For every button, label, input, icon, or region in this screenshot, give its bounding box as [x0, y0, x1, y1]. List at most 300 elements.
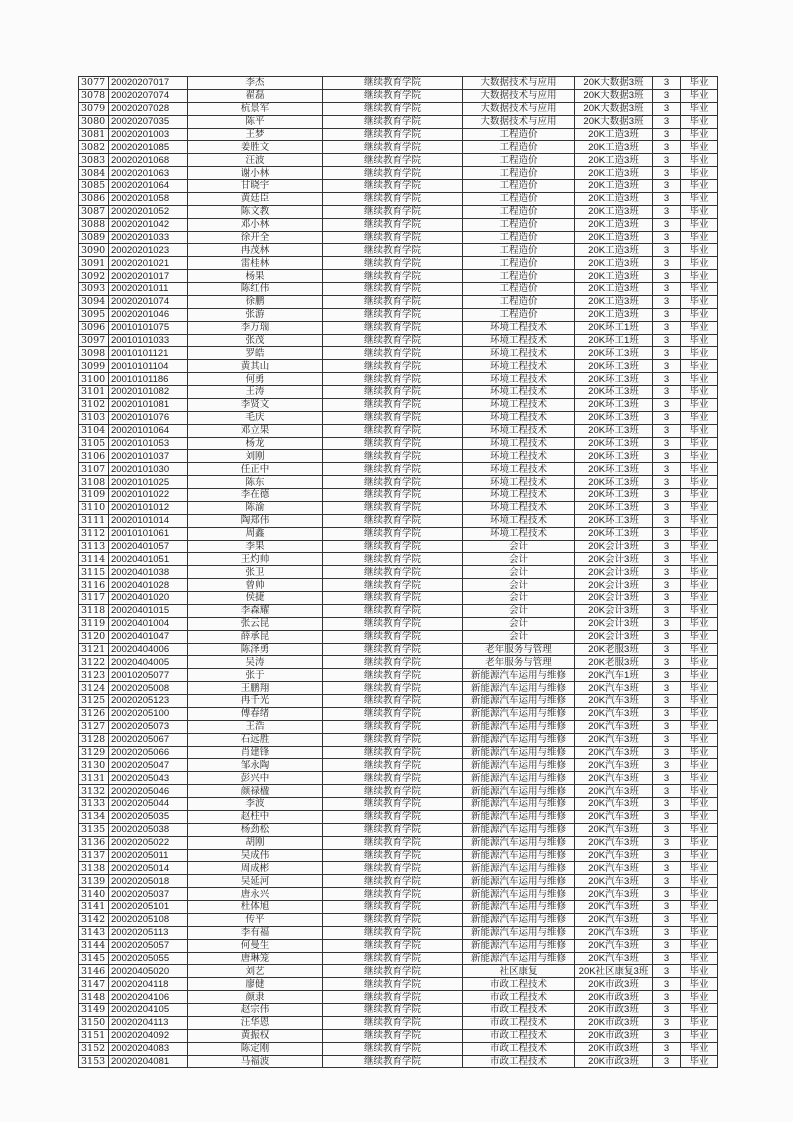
student-id-cell: 20020101012: [109, 501, 188, 514]
study-years-cell: 3: [653, 592, 681, 605]
student-id-cell: 20020401047: [109, 630, 188, 643]
graduation-status-cell: 毕业: [681, 888, 718, 901]
student-id-cell: 20020204105: [109, 1004, 188, 1017]
table-row: [79, 682, 718, 695]
graduation-status-cell: 毕业: [681, 180, 718, 193]
student-name-cell: 谢小林: [188, 167, 323, 180]
college-cell: 继续教育学院: [323, 347, 463, 360]
row-number-cell: 3138: [79, 862, 109, 875]
major-cell: 环境工程技术: [463, 501, 575, 514]
class-name-cell: 20K会计3班: [575, 630, 653, 643]
row-number-cell: 3149: [79, 1004, 109, 1017]
major-cell: 会计: [463, 617, 575, 630]
row-number-cell: 3102: [79, 398, 109, 411]
graduation-status-cell: 毕业: [681, 489, 718, 502]
row-number-cell: 3123: [79, 669, 109, 682]
major-cell: 会计: [463, 630, 575, 643]
row-number-cell: 3128: [79, 733, 109, 746]
college-cell: 继续教育学院: [323, 334, 463, 347]
class-name-cell: 20K汽车3班: [575, 862, 653, 875]
student-id-cell: 20020201011: [109, 283, 188, 296]
college-cell: 继续教育学院: [323, 939, 463, 952]
student-id-cell: 20020404005: [109, 656, 188, 669]
row-number-cell: 3136: [79, 836, 109, 849]
student-name-cell: 徐鹏: [188, 295, 323, 308]
college-cell: 继续教育学院: [323, 913, 463, 926]
class-name-cell: 20K环工3班: [575, 450, 653, 463]
study-years-cell: 3: [653, 167, 681, 180]
college-cell: 继续教育学院: [323, 527, 463, 540]
table-row: [79, 939, 718, 952]
table-row: [79, 836, 718, 849]
row-number-cell: 3108: [79, 476, 109, 489]
class-name-cell: 20K汽车3班: [575, 901, 653, 914]
major-cell: 新能源汽车运用与维修: [463, 810, 575, 823]
study-years-cell: 3: [653, 759, 681, 772]
college-cell: 继续教育学院: [323, 1029, 463, 1042]
college-cell: 继续教育学院: [323, 888, 463, 901]
study-years-cell: 3: [653, 192, 681, 205]
table-row: [79, 1055, 718, 1068]
study-years-cell: 3: [653, 798, 681, 811]
table-row: [79, 952, 718, 965]
row-number-cell: 3133: [79, 798, 109, 811]
table-row: [79, 102, 718, 115]
student-id-cell: 20020204118: [109, 978, 188, 991]
student-name-cell: 李波: [188, 798, 323, 811]
study-years-cell: 3: [653, 411, 681, 424]
row-number-cell: 3101: [79, 386, 109, 399]
student-name-cell: 陈东: [188, 476, 323, 489]
class-name-cell: 20K市政3班: [575, 991, 653, 1004]
study-years-cell: 3: [653, 1029, 681, 1042]
graduation-status-cell: 毕业: [681, 592, 718, 605]
class-name-cell: 20K环工3班: [575, 501, 653, 514]
graduation-status-cell: 毕业: [681, 746, 718, 759]
college-cell: 继续教育学院: [323, 424, 463, 437]
table-row: [79, 720, 718, 733]
student-name-cell: 冉茂林: [188, 244, 323, 257]
graduation-status-cell: 毕业: [681, 656, 718, 669]
study-years-cell: 3: [653, 952, 681, 965]
student-id-cell: 20020401028: [109, 579, 188, 592]
row-number-cell: 3137: [79, 849, 109, 862]
graduation-status-cell: 毕业: [681, 527, 718, 540]
major-cell: 环境工程技术: [463, 476, 575, 489]
table-row: [79, 154, 718, 167]
graduation-status-cell: 毕业: [681, 102, 718, 115]
table-row: [79, 978, 718, 991]
major-cell: 新能源汽车运用与维修: [463, 746, 575, 759]
graduation-status-cell: 毕业: [681, 167, 718, 180]
table-row: [79, 823, 718, 836]
graduation-status-cell: 毕业: [681, 192, 718, 205]
study-years-cell: 3: [653, 77, 681, 90]
row-number-cell: 3115: [79, 566, 109, 579]
major-cell: 新能源汽车运用与维修: [463, 901, 575, 914]
college-cell: 继续教育学院: [323, 115, 463, 128]
major-cell: 社区康复: [463, 965, 575, 978]
major-cell: 工程造价: [463, 167, 575, 180]
study-years-cell: 3: [653, 514, 681, 527]
table-row: [79, 759, 718, 772]
student-id-cell: 20020201021: [109, 257, 188, 270]
student-id-cell: 20020205073: [109, 720, 188, 733]
study-years-cell: 3: [653, 450, 681, 463]
college-cell: 继续教育学院: [323, 154, 463, 167]
table-row: [79, 244, 718, 257]
graduation-status-cell: 毕业: [681, 270, 718, 283]
student-name-cell: 姜胜文: [188, 141, 323, 154]
student-id-cell: 20020204083: [109, 1042, 188, 1055]
row-number-cell: 3081: [79, 128, 109, 141]
major-cell: 新能源汽车运用与维修: [463, 798, 575, 811]
major-cell: 新能源汽车运用与维修: [463, 823, 575, 836]
student-id-cell: 20020204113: [109, 1016, 188, 1029]
row-number-cell: 3132: [79, 785, 109, 798]
study-years-cell: 3: [653, 913, 681, 926]
major-cell: 环境工程技术: [463, 437, 575, 450]
row-number-cell: 3109: [79, 489, 109, 502]
student-id-cell: 20020204081: [109, 1055, 188, 1068]
study-years-cell: 3: [653, 347, 681, 360]
major-cell: 环境工程技术: [463, 334, 575, 347]
student-id-cell: 20020405020: [109, 965, 188, 978]
student-id-cell: 20020205044: [109, 798, 188, 811]
student-id-cell: 20020207017: [109, 77, 188, 90]
student-id-cell: 20020401020: [109, 592, 188, 605]
graduation-status-cell: 毕业: [681, 411, 718, 424]
table-row: [79, 617, 718, 630]
major-cell: 工程造价: [463, 295, 575, 308]
table-row: [79, 373, 718, 386]
major-cell: 新能源汽车运用与维修: [463, 913, 575, 926]
study-years-cell: 3: [653, 218, 681, 231]
major-cell: 工程造价: [463, 308, 575, 321]
college-cell: 继续教育学院: [323, 231, 463, 244]
study-years-cell: 3: [653, 746, 681, 759]
study-years-cell: 3: [653, 115, 681, 128]
graduation-status-cell: 毕业: [681, 77, 718, 90]
class-name-cell: 20K会计3班: [575, 540, 653, 553]
row-number-cell: 3082: [79, 141, 109, 154]
student-name-cell: 陶郑伟: [188, 514, 323, 527]
class-name-cell: 20K环工3班: [575, 437, 653, 450]
row-number-cell: 3096: [79, 321, 109, 334]
table-row: [79, 785, 718, 798]
graduation-status-cell: 毕业: [681, 643, 718, 656]
college-cell: 继续教育学院: [323, 192, 463, 205]
college-cell: 继续教育学院: [323, 656, 463, 669]
graduate-roster-table: [78, 76, 718, 1068]
student-id-cell: 20010101033: [109, 334, 188, 347]
table-row: [79, 926, 718, 939]
row-number-cell: 3111: [79, 514, 109, 527]
college-cell: 继续教育学院: [323, 257, 463, 270]
class-name-cell: 20K汽车3班: [575, 888, 653, 901]
row-number-cell: 3140: [79, 888, 109, 901]
college-cell: 继续教育学院: [323, 695, 463, 708]
class-name-cell: 20K会计3班: [575, 579, 653, 592]
graduation-status-cell: 毕业: [681, 347, 718, 360]
table-row: [79, 398, 718, 411]
student-id-cell: 20020401038: [109, 566, 188, 579]
student-name-cell: 黄振权: [188, 1029, 323, 1042]
student-id-cell: 20020205057: [109, 939, 188, 952]
study-years-cell: 3: [653, 579, 681, 592]
table-row: [79, 295, 718, 308]
major-cell: 会计: [463, 604, 575, 617]
study-years-cell: 3: [653, 231, 681, 244]
row-number-cell: 3126: [79, 707, 109, 720]
study-years-cell: 3: [653, 334, 681, 347]
table-row: [79, 347, 718, 360]
major-cell: 新能源汽车运用与维修: [463, 707, 575, 720]
table-row: [79, 476, 718, 489]
student-id-cell: 20020204106: [109, 991, 188, 1004]
table-row: [79, 334, 718, 347]
class-name-cell: 20K工造3班: [575, 192, 653, 205]
student-id-cell: 20020101030: [109, 463, 188, 476]
student-id-cell: 20010101104: [109, 360, 188, 373]
row-number-cell: 3141: [79, 901, 109, 914]
student-name-cell: 王灼帅: [188, 553, 323, 566]
table-row: [79, 810, 718, 823]
college-cell: 继续教育学院: [323, 321, 463, 334]
study-years-cell: 3: [653, 978, 681, 991]
study-years-cell: 3: [653, 643, 681, 656]
table-row: [79, 386, 718, 399]
class-name-cell: 20K环工1班: [575, 334, 653, 347]
row-number-cell: 3110: [79, 501, 109, 514]
row-number-cell: 3107: [79, 463, 109, 476]
student-name-cell: 陈红伟: [188, 283, 323, 296]
study-years-cell: 3: [653, 566, 681, 579]
class-name-cell: 20K社区康复3班: [575, 965, 653, 978]
college-cell: 继续教育学院: [323, 643, 463, 656]
student-name-cell: 吴成伟: [188, 849, 323, 862]
graduation-status-cell: 毕业: [681, 707, 718, 720]
student-id-cell: 20020205123: [109, 695, 188, 708]
class-name-cell: 20K汽车3班: [575, 759, 653, 772]
class-name-cell: 20K大数据3班: [575, 77, 653, 90]
study-years-cell: 3: [653, 398, 681, 411]
major-cell: 工程造价: [463, 128, 575, 141]
row-number-cell: 3145: [79, 952, 109, 965]
graduation-status-cell: 毕业: [681, 450, 718, 463]
table-row: [79, 205, 718, 218]
graduation-status-cell: 毕业: [681, 373, 718, 386]
college-cell: 继续教育学院: [323, 798, 463, 811]
major-cell: 工程造价: [463, 257, 575, 270]
student-name-cell: 陈文教: [188, 205, 323, 218]
student-id-cell: 20020101025: [109, 476, 188, 489]
study-years-cell: 3: [653, 154, 681, 167]
student-name-cell: 吴涛: [188, 656, 323, 669]
graduation-status-cell: 毕业: [681, 501, 718, 514]
college-cell: 继续教育学院: [323, 566, 463, 579]
class-name-cell: 20K会计3班: [575, 617, 653, 630]
student-id-cell: 20020101081: [109, 398, 188, 411]
study-years-cell: 3: [653, 669, 681, 682]
student-name-cell: 汪华恩: [188, 1016, 323, 1029]
student-name-cell: 周鑫: [188, 527, 323, 540]
study-years-cell: 3: [653, 463, 681, 476]
row-number-cell: 3152: [79, 1042, 109, 1055]
major-cell: 新能源汽车运用与维修: [463, 682, 575, 695]
student-name-cell: 石远胜: [188, 733, 323, 746]
study-years-cell: 3: [653, 553, 681, 566]
student-id-cell: 20010101075: [109, 321, 188, 334]
table-row: [79, 192, 718, 205]
college-cell: 继续教育学院: [323, 759, 463, 772]
study-years-cell: 3: [653, 926, 681, 939]
class-name-cell: 20K环工3班: [575, 489, 653, 502]
row-number-cell: 3147: [79, 978, 109, 991]
major-cell: 会计: [463, 553, 575, 566]
row-number-cell: 3135: [79, 823, 109, 836]
study-years-cell: 3: [653, 244, 681, 257]
graduation-status-cell: 毕业: [681, 1042, 718, 1055]
graduation-status-cell: 毕业: [681, 231, 718, 244]
graduation-status-cell: 毕业: [681, 283, 718, 296]
study-years-cell: 3: [653, 437, 681, 450]
row-number-cell: 3103: [79, 411, 109, 424]
major-cell: 老年服务与管理: [463, 656, 575, 669]
college-cell: 继续教育学院: [323, 437, 463, 450]
graduation-status-cell: 毕业: [681, 630, 718, 643]
study-years-cell: 3: [653, 540, 681, 553]
table-row: [79, 733, 718, 746]
graduation-status-cell: 毕业: [681, 939, 718, 952]
graduation-status-cell: 毕业: [681, 360, 718, 373]
major-cell: 环境工程技术: [463, 347, 575, 360]
student-name-cell: 王鹏翔: [188, 682, 323, 695]
table-row: [79, 965, 718, 978]
table-row: [79, 862, 718, 875]
class-name-cell: 20K汽车3班: [575, 926, 653, 939]
major-cell: 新能源汽车运用与维修: [463, 939, 575, 952]
row-number-cell: 3086: [79, 192, 109, 205]
class-name-cell: 20K环工3班: [575, 424, 653, 437]
college-cell: 继续教育学院: [323, 489, 463, 502]
student-name-cell: 邓立果: [188, 424, 323, 437]
graduation-status-cell: 毕业: [681, 437, 718, 450]
study-years-cell: 3: [653, 888, 681, 901]
class-name-cell: 20K汽车3班: [575, 913, 653, 926]
college-cell: 继续教育学院: [323, 283, 463, 296]
row-number-cell: 3121: [79, 643, 109, 656]
student-name-cell: 薛承昆: [188, 630, 323, 643]
college-cell: 继续教育学院: [323, 373, 463, 386]
graduation-status-cell: 毕业: [681, 154, 718, 167]
student-name-cell: 陈泽勇: [188, 643, 323, 656]
graduation-status-cell: 毕业: [681, 398, 718, 411]
graduation-status-cell: 毕业: [681, 836, 718, 849]
table-row: [79, 540, 718, 553]
row-number-cell: 3078: [79, 89, 109, 102]
class-name-cell: 20K汽车3班: [575, 952, 653, 965]
class-name-cell: 20K汽车3班: [575, 823, 653, 836]
row-number-cell: 3150: [79, 1016, 109, 1029]
study-years-cell: 3: [653, 991, 681, 1004]
class-name-cell: 20K汽车3班: [575, 772, 653, 785]
student-name-cell: 杨劲松: [188, 823, 323, 836]
table-row: [79, 630, 718, 643]
major-cell: 工程造价: [463, 180, 575, 193]
major-cell: 会计: [463, 592, 575, 605]
student-id-cell: 20010101121: [109, 347, 188, 360]
class-name-cell: 20K工造3班: [575, 167, 653, 180]
student-name-cell: 汪波: [188, 154, 323, 167]
college-cell: 继续教育学院: [323, 669, 463, 682]
college-cell: 继续教育学院: [323, 102, 463, 115]
student-id-cell: 20020205008: [109, 682, 188, 695]
student-id-cell: 20020205101: [109, 901, 188, 914]
major-cell: 新能源汽车运用与维修: [463, 875, 575, 888]
college-cell: 继续教育学院: [323, 952, 463, 965]
class-name-cell: 20K汽车3班: [575, 849, 653, 862]
class-name-cell: 20K会计3班: [575, 566, 653, 579]
student-id-cell: 20020205066: [109, 746, 188, 759]
table-row: [79, 77, 718, 90]
table-row: [79, 772, 718, 785]
class-name-cell: 20K工造3班: [575, 308, 653, 321]
row-number-cell: 3130: [79, 759, 109, 772]
graduation-status-cell: 毕业: [681, 476, 718, 489]
student-name-cell: 彭兴中: [188, 772, 323, 785]
student-name-cell: 杨果: [188, 270, 323, 283]
college-cell: 继续教育学院: [323, 1042, 463, 1055]
row-number-cell: 3097: [79, 334, 109, 347]
graduation-status-cell: 毕业: [681, 295, 718, 308]
student-id-cell: 20020101053: [109, 437, 188, 450]
table-row: [79, 514, 718, 527]
student-id-cell: 20020207028: [109, 102, 188, 115]
table-row: [79, 218, 718, 231]
graduation-status-cell: 毕业: [681, 965, 718, 978]
table-row: [79, 527, 718, 540]
row-number-cell: 3095: [79, 308, 109, 321]
row-number-cell: 3146: [79, 965, 109, 978]
row-number-cell: 3119: [79, 617, 109, 630]
graduation-status-cell: 毕业: [681, 334, 718, 347]
student-id-cell: 20020401015: [109, 604, 188, 617]
class-name-cell: 20K市政3班: [575, 1029, 653, 1042]
major-cell: 市政工程技术: [463, 1042, 575, 1055]
class-name-cell: 20K工造3班: [575, 244, 653, 257]
row-number-cell: 3153: [79, 1055, 109, 1068]
student-id-cell: 20020101037: [109, 450, 188, 463]
class-name-cell: 20K工造3班: [575, 270, 653, 283]
class-name-cell: 20K汽车3班: [575, 682, 653, 695]
major-cell: 大数据技术与应用: [463, 102, 575, 115]
student-name-cell: 王浩: [188, 720, 323, 733]
table-row: [79, 283, 718, 296]
college-cell: 继续教育学院: [323, 450, 463, 463]
table-row: [79, 913, 718, 926]
student-name-cell: 唐永兴: [188, 888, 323, 901]
college-cell: 继续教育学院: [323, 965, 463, 978]
college-cell: 继续教育学院: [323, 901, 463, 914]
college-cell: 继续教育学院: [323, 810, 463, 823]
graduation-status-cell: 毕业: [681, 720, 718, 733]
student-id-cell: 20020401057: [109, 540, 188, 553]
study-years-cell: 3: [653, 270, 681, 283]
class-name-cell: 20K汽车3班: [575, 785, 653, 798]
graduation-status-cell: 毕业: [681, 115, 718, 128]
major-cell: 市政工程技术: [463, 991, 575, 1004]
